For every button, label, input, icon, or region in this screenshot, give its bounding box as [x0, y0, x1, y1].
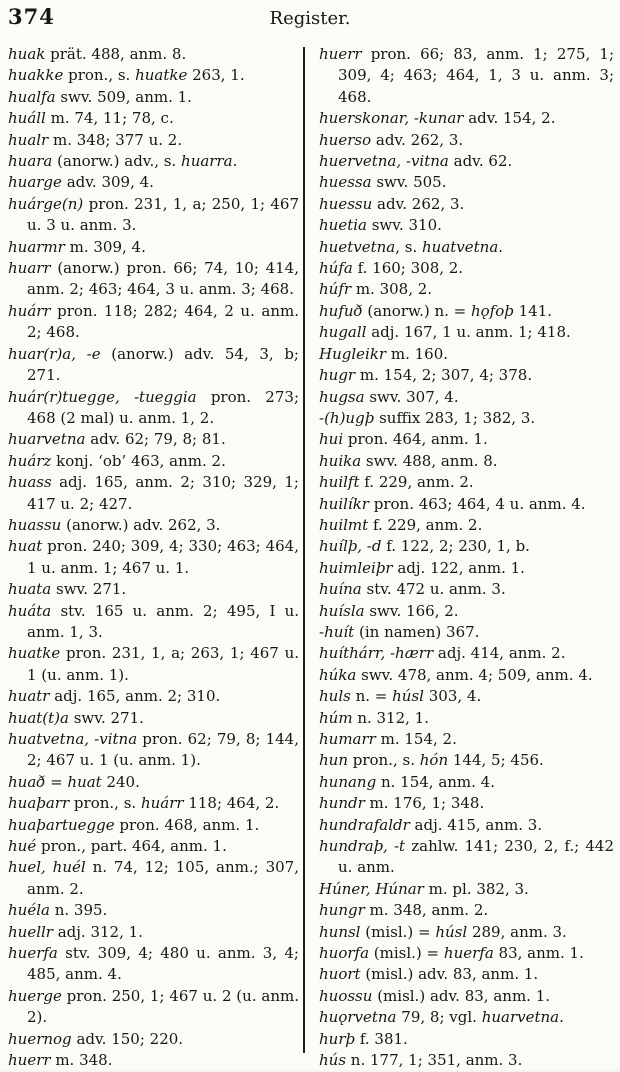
register-entry — [8, 900, 299, 921]
headword: hundr — [319, 794, 365, 813]
entry-text: n. 154, anm. 4. — [376, 772, 495, 791]
entry-text: f. 229, anm. 2. — [359, 473, 474, 492]
headword: huerso — [319, 130, 372, 149]
entry-text: m. 160. — [386, 344, 449, 363]
headword: hugr — [319, 366, 356, 385]
headword: huessa — [319, 173, 372, 192]
entry-text: stv. 472 u. anm. 3. — [361, 580, 506, 599]
entry-text: m. 348; 377 u. 2. — [48, 130, 183, 149]
headword: hundraþ, -t — [319, 837, 406, 856]
headword: hugall — [319, 323, 367, 342]
register-entry — [319, 472, 614, 493]
headword: huerr — [319, 45, 362, 63]
entry-text: pron., s. — [347, 751, 420, 770]
entry-text: adj. 414, anm. 2. — [433, 644, 566, 663]
register-entry — [319, 301, 614, 322]
entry-text: pron. 273; 468 (2 mal) u. anm. 1, 2. — [27, 387, 299, 427]
cross-reference: huarra — [181, 152, 233, 171]
register-entry — [319, 1029, 614, 1050]
entry-text: pron. 231, 1, a; 250, 1; 467 u. 3 u. anm. 3. — [27, 194, 299, 235]
entry-text: f. 381. — [355, 1029, 408, 1048]
headword: huellr — [8, 922, 53, 941]
register-entry — [319, 536, 614, 557]
headword: huǫrvetna — [319, 1008, 397, 1027]
register-entry — [8, 943, 299, 986]
headword: huls — [319, 687, 351, 706]
entry-text: 303, 4. — [423, 687, 482, 706]
register-entry — [8, 1050, 299, 1071]
register-entry — [8, 44, 299, 65]
page-title: Register. — [269, 8, 351, 29]
headword: húka — [319, 665, 357, 684]
register-entry — [8, 130, 299, 151]
entry-text: m. pl. 382, 3. — [423, 879, 529, 898]
entry-text: adv. 150; 220. — [71, 1029, 184, 1048]
headword: huarvetna — [8, 430, 86, 449]
headword: huerge — [8, 986, 62, 1005]
register-entry — [8, 579, 299, 600]
entry-text: = — [45, 772, 68, 791]
entry-text: pron. 231, 1, a; 263, 1; 467 u. 1 (u. anm. 1). — [27, 644, 299, 684]
cross-reference: hǫfoþ — [470, 301, 514, 320]
entry-text: swv. 310. — [366, 216, 442, 235]
entry-text: adv. 262, 3. — [371, 130, 464, 149]
entry-text: stv. 309, 4; 480 u. anm. 3, 4; 485, anm. 4. — [27, 944, 299, 984]
register-entry — [319, 579, 614, 600]
register-entry — [319, 686, 614, 707]
entry-text: swv. 509, anm. 1. — [55, 87, 192, 106]
entry-text: n. 177, 1; 351, anm. 3. — [346, 1051, 523, 1070]
cross-reference: húsl — [435, 922, 468, 941]
register-entry — [319, 900, 614, 921]
headword: huaþarr — [8, 794, 70, 813]
headword: huar(r)a, -e — [8, 344, 101, 363]
register-entry — [319, 344, 614, 365]
register-entry — [319, 708, 614, 729]
entry-text: swv. 478, anm. 4; 509, anm. 4. — [356, 665, 593, 684]
register-entry — [319, 943, 614, 964]
headword: huernog — [8, 1029, 72, 1048]
headword: huéla — [8, 901, 50, 920]
headword: huetvetna — [319, 237, 396, 256]
entry-text: pron. 62; 79, 8; 144, 2; 467 u. 1 (u. anm. 1). — [27, 730, 299, 770]
headword: hunang — [319, 772, 377, 791]
register-entry — [8, 429, 299, 450]
headword: huorfa — [319, 944, 370, 963]
register-entry — [8, 601, 299, 644]
headword: huerskonar, -kunar — [319, 109, 464, 128]
headword: huað — [8, 772, 46, 791]
headword: hufuð — [319, 301, 363, 320]
headword: huíthárr, -hærr — [319, 644, 434, 663]
register-entry — [319, 750, 614, 771]
register-entry — [319, 558, 614, 579]
headword: huerfa — [8, 944, 58, 963]
headword: huakke — [8, 66, 64, 85]
entry-text: (anorw.) pron. 66; 74, 10; 414, anm. 2; 463; 464, 3 u. anm. 3; 468. — [27, 259, 299, 299]
entry-text: swv. 307, 4. — [364, 387, 459, 406]
register-entry — [8, 643, 299, 686]
register-entry — [319, 665, 614, 686]
cross-reference: hón — [419, 751, 449, 770]
register-entry — [319, 1007, 614, 1028]
entry-text: (misl.) = — [369, 944, 444, 963]
cross-reference: huárr — [140, 794, 184, 813]
entry-text: adv. 262, 3. — [372, 194, 465, 213]
headword: huat — [8, 537, 43, 556]
entry-text: 263, 1. — [187, 66, 245, 85]
entry-text: n. = — [350, 687, 393, 706]
register-entry — [319, 215, 614, 236]
register-entry — [8, 686, 299, 707]
register-entry — [319, 772, 614, 793]
entry-text: f. 229, anm. 2. — [368, 515, 483, 534]
register-entry — [8, 729, 299, 772]
register-entry — [8, 1029, 299, 1050]
entry-text: 141. — [513, 301, 553, 320]
register-entry — [319, 451, 614, 472]
entry-text: pron. 468, anm. 1. — [114, 815, 260, 834]
register-entry — [319, 151, 614, 172]
entry-text: 118; 464, 2. — [183, 794, 280, 813]
entry-text: . — [559, 1008, 564, 1027]
entry-text: swv. 271. — [51, 580, 127, 599]
entry-text: pron. 66; 83, anm. 1; 275, 1; 309, 4; 463; 464, 1, 3 u. anm. 3; 468. — [338, 45, 614, 106]
headword: húfa — [319, 259, 353, 278]
headword: huervetna, -vitna — [319, 152, 449, 171]
headword: huass — [8, 473, 52, 492]
entry-text: 83, anm. 1. — [493, 944, 584, 963]
entry-text: adj. 165, anm. 2; 310. — [49, 687, 221, 706]
register-entry — [8, 815, 299, 836]
entry-text: adv. 154, 2. — [463, 109, 556, 128]
register-entry — [319, 601, 614, 622]
left-column — [8, 44, 299, 1072]
register-entry — [319, 515, 614, 536]
register-entry — [8, 237, 299, 258]
headword: huísla — [319, 601, 365, 620]
register-entry — [8, 922, 299, 943]
entry-text: m. 348, anm. 2. — [364, 901, 489, 920]
headword: huáta — [8, 601, 52, 620]
headword: huatr — [8, 687, 50, 706]
headword: hús — [319, 1051, 347, 1070]
entry-text: f. 160; 308, 2. — [352, 259, 464, 278]
register-entry — [8, 708, 299, 729]
entry-text: pron. 463; 464, 4 u. anm. 4. — [368, 494, 586, 513]
headword: huilft — [319, 473, 360, 492]
entry-text: pron. 118; 282; 464, 2 u. anm. 2; 468. — [27, 301, 299, 342]
headword: -huít — [319, 622, 355, 641]
headword: huilmt — [319, 515, 369, 534]
headword: huak — [8, 45, 46, 63]
entry-text: swv. 166, 2. — [364, 601, 459, 620]
entry-text: . — [498, 237, 504, 256]
register-entry — [8, 836, 299, 857]
register-entry — [8, 258, 299, 301]
headword: -(h)ugþ — [319, 408, 375, 427]
entry-text: n. 312, 1. — [352, 708, 429, 727]
entry-text: pron., s. — [63, 66, 136, 85]
register-entry — [319, 194, 614, 215]
register-entry — [319, 172, 614, 193]
entry-text: pron., s. — [69, 794, 141, 813]
register-entry — [319, 279, 614, 300]
headword: huessu — [319, 194, 373, 213]
register-entry — [8, 151, 299, 172]
register-entry — [319, 986, 614, 1007]
entry-text: m. 348. — [50, 1051, 113, 1070]
right-column — [319, 44, 614, 1072]
entry-text: pron., part. 464, anm. 1. — [36, 837, 227, 856]
headword: Húner, Húnar — [319, 879, 424, 898]
entry-text: adj. 312, 1. — [52, 922, 143, 941]
cross-reference: huarvetna — [481, 1008, 560, 1027]
entry-text: (anorw.) adv., s. — [52, 152, 182, 171]
entry-text: adj. 165, anm. 2; 310; 329, 1; 417 u. 2; 427. — [27, 473, 299, 513]
register-entry — [319, 622, 614, 643]
entry-text: pron. 240; 309, 4; 330; 463; 464, 1 u. anm. 1; 467 u. 1. — [27, 537, 299, 577]
cross-reference: huerfa — [443, 944, 494, 963]
entry-text: swv. 505. — [371, 173, 447, 192]
headword: huárr — [8, 301, 51, 320]
headword: húm — [319, 708, 353, 727]
entry-text: m. 176, 1; 348. — [364, 794, 485, 813]
headword: húfr — [319, 280, 352, 299]
headword: huilíkr — [319, 494, 369, 513]
headword: hualfa — [8, 87, 56, 106]
entry-text: 240. — [101, 772, 140, 791]
headword: huimleiþr — [319, 558, 393, 577]
register-entry — [319, 964, 614, 985]
entry-text: (anorw.) n. = — [362, 301, 471, 320]
headword: humarr — [319, 730, 376, 748]
headword: huel, huél — [8, 858, 86, 877]
register-entry — [319, 108, 614, 129]
entry-text: adj. 415, anm. 3. — [409, 815, 543, 834]
cross-reference: huat — [67, 772, 102, 791]
headword: huárz — [8, 451, 52, 470]
register-entry — [319, 879, 614, 900]
register-entry — [8, 451, 299, 472]
entry-text: n. 74, 12; 105, anm.; 307, anm. 2. — [27, 858, 299, 898]
entry-text: adj. 167, 1 u. anm. 1; 418. — [366, 323, 571, 342]
entry-text: swv. 271. — [68, 708, 144, 727]
page-number: 374 — [8, 4, 55, 29]
headword: hué — [8, 837, 37, 856]
register-entry — [8, 472, 299, 515]
headword: huossu — [319, 986, 373, 1005]
register-entry — [319, 365, 614, 386]
register-entry — [319, 815, 614, 836]
headword: hun — [319, 751, 348, 770]
entry-text: , s. — [395, 237, 422, 256]
headword: hui — [319, 430, 344, 449]
register-entry — [319, 836, 614, 879]
headword: huara — [8, 152, 53, 171]
entry-text: pron. 250, 1; 467 u. 2 (u. anm. 2). — [27, 986, 299, 1027]
register-entry — [319, 922, 614, 943]
entry-text: (misl.) adv. 83, anm. 1. — [372, 986, 551, 1005]
headword: huarmr — [8, 237, 65, 256]
entry-text: 289, anm. 3. — [467, 922, 567, 941]
register-entry — [319, 643, 614, 664]
register-entry — [8, 387, 299, 430]
register-entry — [319, 130, 614, 151]
cross-reference: huatvetna — [422, 237, 499, 256]
register-entry — [8, 857, 299, 900]
register-entry — [8, 194, 299, 237]
register-entry — [8, 772, 299, 793]
register-entry — [8, 87, 299, 108]
entry-text: m. 309, 4. — [64, 237, 146, 256]
register-entry — [8, 793, 299, 814]
register-entry — [319, 237, 614, 258]
entry-text: stv. 165 u. anm. 2; 495, I u. anm. 1, 3. — [27, 601, 299, 641]
register-entry — [8, 515, 299, 536]
entry-text: m. 74, 11; 78, c. — [45, 109, 174, 128]
cross-reference: huatke — [135, 66, 188, 85]
cross-reference: húsl — [392, 687, 424, 706]
headword: huáll — [8, 109, 46, 128]
entry-text: m. 154, 2. — [375, 730, 457, 748]
register-entry — [319, 494, 614, 515]
entry-text: konj. ‘ob’ 463, anm. 2. — [51, 451, 226, 470]
entry-text: 144, 5; 456. — [448, 751, 544, 770]
entry-text: (anorw.) adv. 54, 3, b; 271. — [27, 344, 299, 385]
register-entry — [8, 172, 299, 193]
entry-text: (in namen) 367. — [354, 622, 480, 641]
headword: huetia — [319, 216, 367, 235]
entry-text: 79, 8; vgl. — [396, 1008, 482, 1027]
headword: huatke — [8, 644, 61, 663]
register-entry — [319, 429, 614, 450]
entry-text: m. 308, 2. — [351, 280, 433, 299]
entry-text: (anorw.) adv. 262, 3. — [61, 515, 221, 534]
register-entry — [319, 44, 614, 108]
entry-text: suffix 283, 1; 382, 3. — [374, 408, 536, 427]
headword: Hugleikr — [319, 344, 387, 363]
register-entry — [8, 986, 299, 1029]
headword: huata — [8, 580, 52, 599]
headword: hualr — [8, 130, 49, 149]
entry-text: adv. 62; 79, 8; 81. — [85, 430, 226, 449]
headword: huárge(n) — [8, 194, 84, 213]
column-divider — [303, 47, 305, 1053]
headword: hunsl — [319, 922, 361, 941]
entry-text: pron. 464, anm. 1. — [343, 430, 488, 449]
entry-text: m. 154, 2; 307, 4; 378. — [355, 366, 533, 385]
headword: huat(t)a — [8, 708, 69, 727]
headword: huort — [319, 965, 361, 984]
headword: huílþ, -d — [319, 537, 382, 556]
entry-text: prät. 488, anm. 8. — [45, 45, 187, 63]
register-entry — [319, 258, 614, 279]
entry-text: zahlw. 141; 230, 2, f.; 442 u. anm. — [338, 837, 614, 877]
entry-text: . — [232, 152, 238, 171]
headword: huína — [319, 580, 362, 599]
headword: huarr — [8, 259, 51, 278]
register-entry — [8, 344, 299, 387]
headword: huika — [319, 451, 362, 470]
headword: huassu — [8, 515, 62, 534]
headword: hugsa — [319, 387, 365, 406]
headword: huatvetna, -vitna — [8, 730, 138, 748]
entry-text: (misl.) adv. 83, anm. 1. — [360, 965, 539, 984]
headword: hundrafaldr — [319, 815, 410, 834]
register-entry — [8, 536, 299, 579]
register-entry — [8, 301, 299, 344]
entry-text: adj. 122, anm. 1. — [392, 558, 525, 577]
headword: huarge — [8, 173, 62, 192]
entry-text: n. 395. — [49, 901, 108, 920]
register-entry — [319, 729, 614, 750]
register-entry — [8, 108, 299, 129]
entry-text: f. 122, 2; 230, 1, b. — [381, 537, 530, 556]
register-entry — [8, 65, 299, 86]
register-entry — [319, 387, 614, 408]
register-entry — [319, 322, 614, 343]
headword: hurþ — [319, 1029, 356, 1048]
headword: huár(r)tuegge, -tueggia — [8, 387, 197, 406]
headword: huerr — [8, 1051, 51, 1070]
register-entry — [319, 408, 614, 429]
headword: hungr — [319, 901, 365, 920]
register-entry — [319, 1050, 614, 1071]
headword: huaþartuegge — [8, 815, 115, 834]
entry-text: (misl.) = — [360, 922, 436, 941]
register-entry — [319, 793, 614, 814]
entry-text: adv. 309, 4. — [61, 173, 154, 192]
entry-text: swv. 488, anm. 8. — [361, 451, 498, 470]
entry-text: adv. 62. — [448, 152, 513, 171]
